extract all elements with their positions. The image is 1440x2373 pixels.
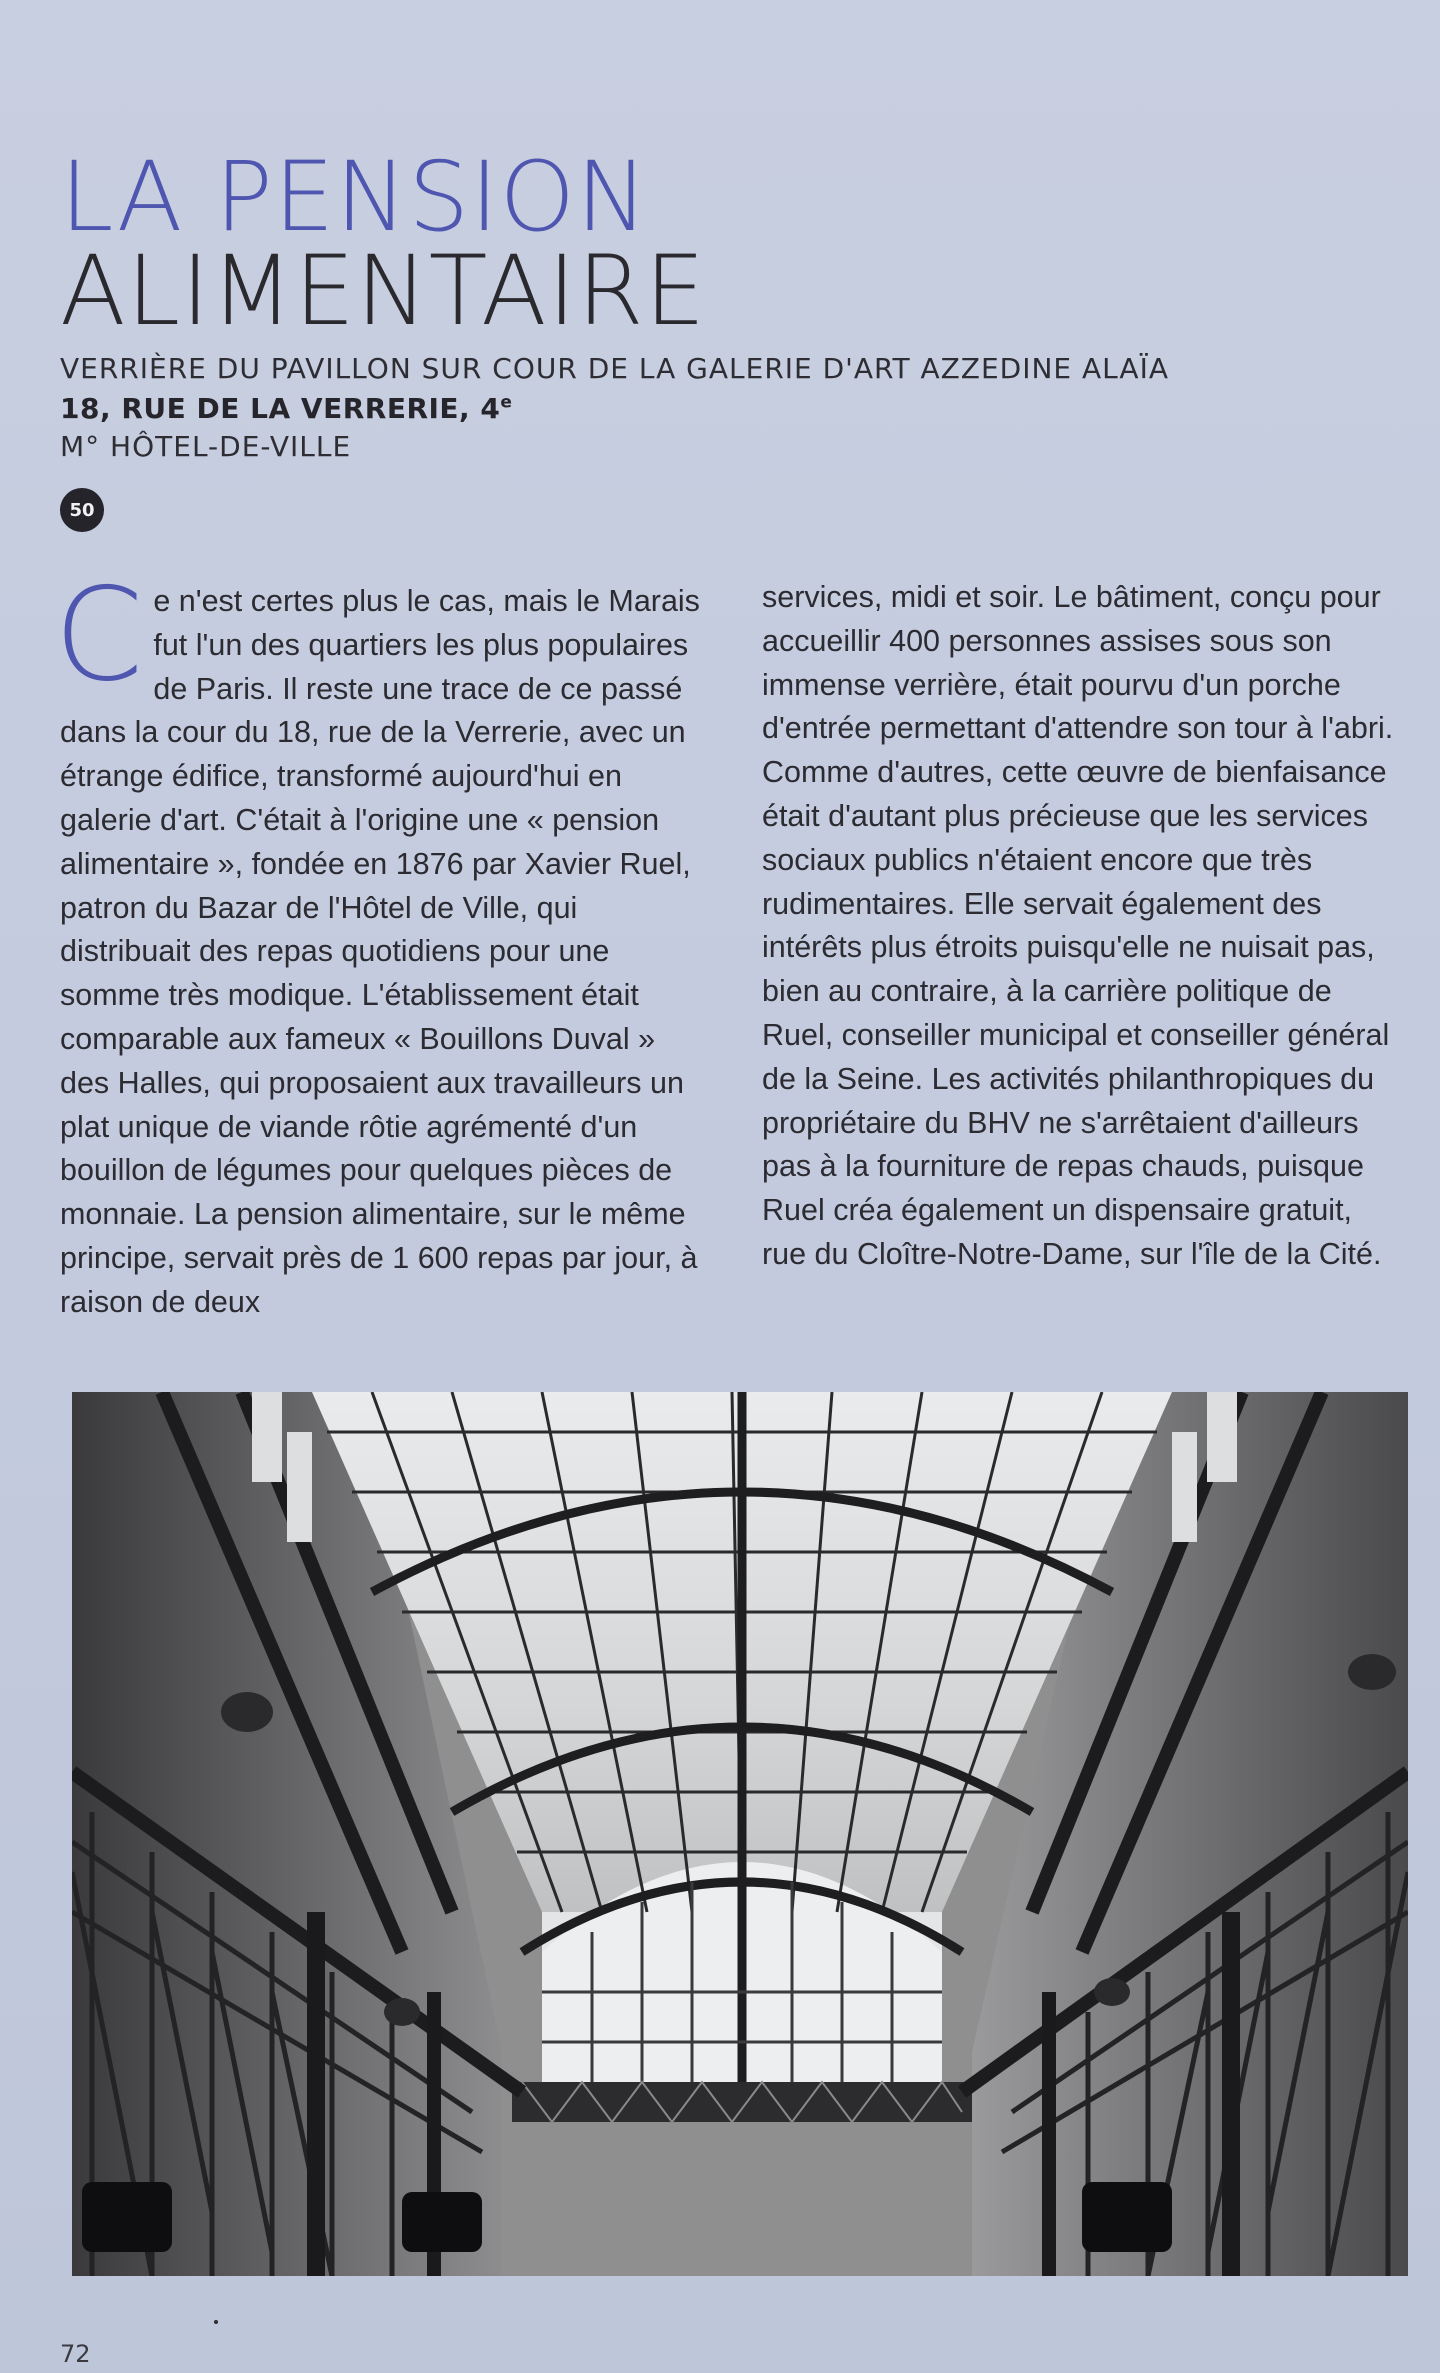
title-line-1: LA PENSION [60, 141, 649, 253]
location-subtitle: VERRIÈRE DU PAVILLON SUR COUR DE LA GALERIE D'ART AZZEDINE ALAÏA [60, 352, 1169, 385]
page-number: 72 [60, 2340, 91, 2368]
glass-roof-illustration [72, 1392, 1408, 2276]
glass-roof-photo [72, 1392, 1408, 2276]
body-paragraph-1-text: e n'est certes plus le cas, mais le Marais fut l'un des quartiers les plus populaires de Paris. Il reste une trace de ce passé dans la cour du 18, rue de la Verrerie, avec un étrange édifice, transformé aujourd'hui en galerie d'art. C'était à l'origine une « pension alimentaire », fondée en 1876 par Xavier Ruel, patron du Bazar de l'Hôtel de Ville, qui distribuait des repas quotidiens pour une somme très modique. L'établissement était comparable aux fameux « Bouillons Duval » des Halles, qui proposaient aux travailleurs un plat unique de viande rôtie agrémenté d'un bouillon de légumes pour quelques pièces de monnaie. La pension alimentaire, sur le même principe, servait près de 1 600 repas par jour, à raison de deux [60, 584, 700, 1319]
text-column-left [54, 561, 700, 1325]
title-line-2: ALIMENTAIRE [60, 235, 707, 348]
page-title [60, 141, 707, 348]
body-paragraph-2: services, midi et soir. Le bâtiment, conçu pour accueillir 400 personnes assises sous son immense verrière, était pourvu d'un porche d'entrée permettant d'attendre son tour à l'abri. [762, 580, 1394, 746]
text-column-right [762, 576, 1402, 1277]
metro-station: M° HÔTEL-DE-VILLE [60, 430, 352, 463]
street-address [60, 392, 512, 425]
site-number-badge: 50 [60, 488, 104, 532]
dropcap-letter: C [54, 561, 144, 710]
street-address-text: 18, RUE DE LA VERRERIE, 4 [60, 392, 501, 425]
body-paragraph-3: Comme d'autres, cette œuvre de bienfaisance était d'autant plus précieuse que les services sociaux publics n'étaient encore que très rudimentaires. Elle servait également des intérêts plus étroits puisqu'elle ne nuisait pas, bien au contraire, à la carrière politique de Ruel, conseiller municipal et conseiller général de la Seine. Les activités philanthropiques du propriétaire du BHV ne s'arrêtaient d'ailleurs pas à la fourniture de repas chauds, puisque Ruel créa également un dispensaire gratuit, rue du Cloître-Notre-Dame, sur l'île de la Cité. [762, 755, 1390, 1271]
body-paragraph-1 [54, 561, 700, 1325]
arrondissement-suffix: e [500, 392, 513, 413]
stray-mark [214, 2320, 218, 2324]
